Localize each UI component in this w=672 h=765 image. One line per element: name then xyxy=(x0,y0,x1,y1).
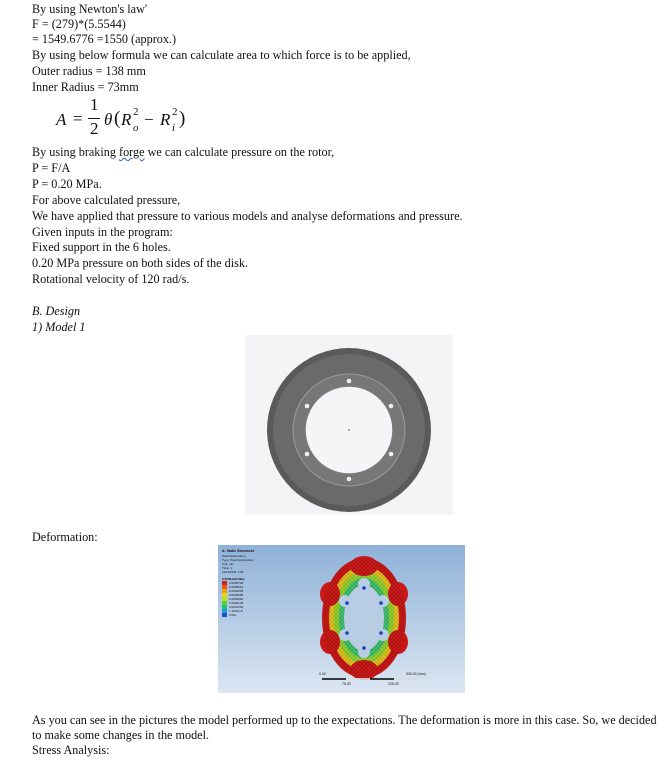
text-line-1: By using Newton's law' xyxy=(32,2,148,16)
stress-analysis-heading: Stress Analysis: xyxy=(32,743,110,757)
fea-legend-value: 0.0004296 xyxy=(229,589,244,593)
eq-rparen: ) xyxy=(179,108,186,129)
fea-scale-left: 0.00 xyxy=(319,672,326,676)
fea-legend-value: 0.0003580 xyxy=(229,593,244,597)
text-line-10: For above calculated pressure, xyxy=(32,193,181,207)
text-line-7a: By using braking xyxy=(32,145,120,159)
text-line-2: F = (279)*(5.5544) xyxy=(32,17,126,31)
area-formula xyxy=(56,97,256,141)
deformation-label: Deformation: xyxy=(32,530,98,544)
eq-Ri-exp: 2 xyxy=(172,106,178,118)
eq-lparen: ( xyxy=(114,108,121,129)
eq-Ro-exp: 2 xyxy=(133,106,139,118)
fea-legend-value: 0.0005728 xyxy=(229,581,244,585)
fea-rotor-bore xyxy=(344,585,384,651)
fea-legend-line: Time: 1 xyxy=(222,566,232,570)
text-line-11: We have applied that pressure to various models and analyse deformations and pressure. xyxy=(32,209,463,223)
section-heading: B. Design xyxy=(32,304,81,318)
fea-legend-value: 0.0002864 xyxy=(229,597,244,601)
fea-legend-max: 0.00064443 Max xyxy=(222,577,245,581)
rotor-model-image xyxy=(245,335,453,515)
fea-legend-line: Unit: mm xyxy=(222,562,234,566)
eq-lhs: A xyxy=(56,110,67,129)
eq-Ro: R xyxy=(121,110,132,129)
text-line-15: Rotational velocity of 120 rad/s. xyxy=(32,272,190,286)
eq-Ri-sub: i xyxy=(172,122,176,134)
fea-scale-right: 300.00 (mm) xyxy=(406,672,426,676)
eq-denominator: 2 xyxy=(90,119,99,138)
bolt-hole xyxy=(389,452,394,457)
text-line-5: Outer radius = 138 mm xyxy=(32,64,146,78)
bolt-hole xyxy=(389,404,394,409)
eq-minus: − xyxy=(144,110,154,129)
text-line-4: By using below formula we can calculate area to which force is to be applied, xyxy=(32,48,411,62)
bolt-hole xyxy=(347,379,352,384)
rotor-svg xyxy=(245,335,453,515)
fea-legend-value: 7.1607e-5 xyxy=(229,609,243,613)
eq-numerator: 1 xyxy=(90,95,99,114)
fea-legend-title: A: Static Structural xyxy=(222,549,254,553)
fea-svg xyxy=(218,545,465,693)
fea-legend-line: Total Deformation xyxy=(222,554,246,558)
misspelled-word: forge xyxy=(119,145,145,159)
subsection-heading: 1) Model 1 xyxy=(32,320,86,334)
text-line-9: P = 0.20 MPa. xyxy=(32,177,102,191)
closing-paragraph: As you can see in the pictures the model performed up to the expectations. The deformation is more in this case. So, we decided to make some changes in the model. xyxy=(32,713,657,742)
text-line-13: Fixed support in the 6 holes. xyxy=(32,240,171,254)
text-line-14: 0.20 MPa pressure on both sides of the disk. xyxy=(32,256,248,270)
fea-legend-value: 0.0002148 xyxy=(229,601,244,605)
bolt-hole xyxy=(305,452,310,457)
eq-Ro-sub: o xyxy=(133,122,139,134)
eq-theta: θ xyxy=(104,110,113,129)
fea-legend-value: 0 Min xyxy=(229,613,237,617)
text-line-12: Given inputs in the program: xyxy=(32,225,173,239)
text-line-8: P = F/A xyxy=(32,161,71,175)
fea-legend-line: 11/11/2021 7:58 xyxy=(222,570,244,574)
text-line-6: Inner Radius = 73mm xyxy=(32,80,139,94)
eq-equals: = xyxy=(73,109,83,128)
fea-deformation-image xyxy=(218,545,465,693)
bolt-hole xyxy=(347,477,352,482)
bolt-hole xyxy=(305,404,310,409)
eq-Ri: R xyxy=(160,110,171,129)
fea-legend-line: Type: Total Deformation xyxy=(222,558,254,562)
fea-scale-mid1: 75.00 xyxy=(342,682,351,686)
text-line-3: = 1549.6776 =1550 (approx.) xyxy=(32,32,177,46)
text-line-7c: we can calculate pressure on the rotor, xyxy=(144,145,335,159)
fea-legend-value: 0.0005012 xyxy=(229,585,244,589)
fea-scale-mid2: 225.00 xyxy=(388,682,399,686)
fea-legend-value: 0.0001432 xyxy=(229,605,244,609)
text-line-7 xyxy=(32,145,334,159)
